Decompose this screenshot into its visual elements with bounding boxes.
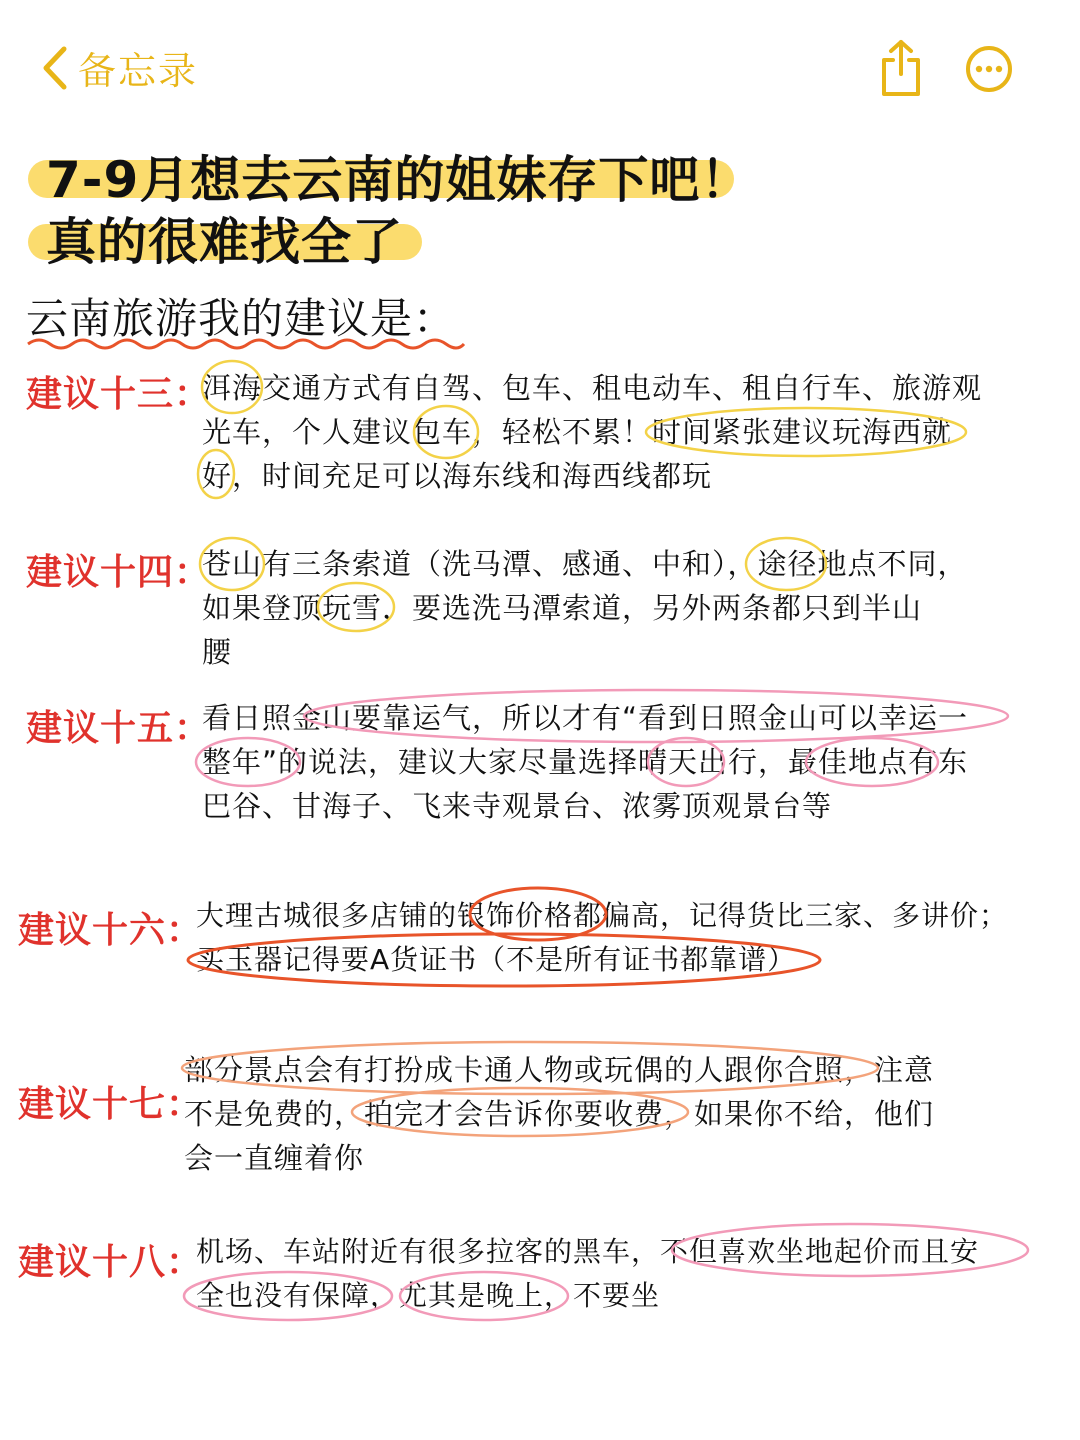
tip-text <box>202 696 968 828</box>
tip-line: 部分景点会有打扮成卡通人物或玩偶的人跟你合照，注意 <box>184 1053 935 1087</box>
tip-text <box>202 366 982 498</box>
chevron-left-icon <box>40 45 70 91</box>
top-nav-bar <box>0 0 1080 130</box>
tip-text <box>202 542 968 674</box>
wavy-underline <box>26 336 466 352</box>
tip-line: 好，时间充足可以海东线和海西线都玩 <box>202 459 713 493</box>
tip-text <box>196 894 1008 982</box>
tip-line: 看日照金山要靠运气，所以才有“看到日照金山可以幸运一 <box>202 701 969 735</box>
tip-label: 建议十五： <box>26 708 212 749</box>
title-line-2: 真的很难找全了 <box>46 213 403 271</box>
tip-line: 买玉器记得要A货证书（不是所有证书都靠谱） <box>196 943 797 976</box>
section-heading: 云南旅游我的建议是： <box>26 294 457 343</box>
tip-label: 建议十四： <box>26 552 212 593</box>
tip-label: 建议十六： <box>18 910 204 951</box>
tip-text <box>184 1048 934 1180</box>
tip-label: 建议十七： <box>18 1084 204 1125</box>
tip-label: 建议十八： <box>18 1242 204 1283</box>
tip-line: 机场、车站附近有很多拉客的黑车，不但喜欢坐地起价而且安 <box>196 1235 980 1268</box>
tip-line: 大理古城很多店铺的银饰价格都偏高，记得货比三家、多讲价； <box>196 899 1009 932</box>
tip-line: 全也没有保障，尤其是晚上，不要坐 <box>196 1279 661 1312</box>
back-button[interactable] <box>40 40 198 95</box>
tip-line: 如果登顶玩雪，要选洗马潭索道，另外两条都只到半山 <box>202 591 923 625</box>
tip-line: 洱海交通方式有自驾、包车、租电动车、租自行车、旅游观 <box>202 371 983 405</box>
tip-line: 腰 <box>202 635 233 669</box>
tip-text <box>196 1230 979 1318</box>
tip-line: 巴谷、甘海子、飞来寺观景台、浓雾顶观景台等 <box>202 789 833 823</box>
more-icon[interactable] <box>964 44 1014 94</box>
tip-line: 光车，个人建议包车，轻松不累！时间紧张建议玩海西就 <box>202 415 953 449</box>
tip-label: 建议十三： <box>26 374 212 415</box>
share-icon[interactable] <box>876 38 926 98</box>
tip-line: 苍山有三条索道（洗马潭、感通、中和），途径地点不同， <box>202 547 968 581</box>
tip-line: 整年”的说法，建议大家尽量选择晴天出行，最佳地点有东 <box>202 745 969 779</box>
title-line-1: 7-9月想去云南的姐妹存下吧！ <box>46 151 752 209</box>
tip-line: 会一直缠着你 <box>184 1141 365 1175</box>
tip-line: 不是免费的，拍完才会告诉你要收费，如果你不给，他们 <box>184 1097 935 1131</box>
back-label: 备忘录 <box>78 49 199 93</box>
